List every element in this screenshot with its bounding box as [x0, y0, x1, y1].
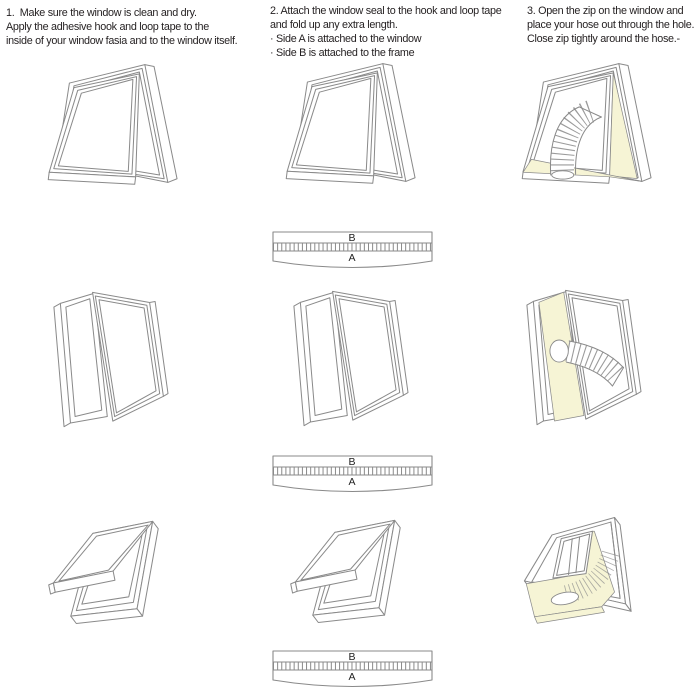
instruction-line: 3. Open the zip on the window and	[527, 5, 684, 17]
figure-step2-casement-window	[270, 280, 454, 437]
instruction-line: place your hose out through the hole.	[527, 19, 694, 31]
instruction-line: 1. Make sure the window is clean and dry.	[6, 7, 197, 19]
figure-step3-casement-window-with-hose	[503, 279, 687, 436]
instruction-line: 2. Attach the window seal to the hook and loop tape	[270, 5, 502, 17]
figure-step2-roof-window	[276, 498, 460, 655]
instruction-line: Close zip tightly around the hose.-	[527, 33, 680, 45]
side-a-label: A	[348, 671, 356, 683]
step-3-instructions	[527, 4, 694, 46]
seal-strip-diagram-1	[270, 227, 435, 284]
figure-step1-awning-window	[28, 57, 212, 214]
side-b-label: B	[348, 232, 356, 244]
side-b-label: B	[348, 456, 356, 468]
step-1-instructions	[6, 6, 237, 48]
instruction-line: · Side B is attached to the frame	[270, 47, 415, 59]
figure-step1-roof-window	[34, 499, 218, 656]
side-a-label: A	[348, 252, 356, 264]
seal-strip-diagram-3	[270, 646, 435, 700]
figure-step1-casement-window	[30, 281, 214, 438]
side-a-label: A	[348, 476, 356, 488]
instruction-line: · Side A is attached to the window	[270, 33, 422, 45]
figure-step3-awning-window-with-hose	[502, 56, 686, 213]
figure-step3-roof-window-with-hose	[506, 496, 690, 653]
figure-step2-awning-window	[266, 56, 450, 213]
step-2-instructions	[270, 4, 501, 60]
instruction-line: Apply the adhesive hook and loop tape to the	[6, 21, 209, 33]
instruction-line: and fold up any extra length.	[270, 19, 398, 31]
instruction-line: inside of your window fasia and to the window itself.	[6, 35, 238, 47]
side-b-label: B	[348, 651, 356, 663]
